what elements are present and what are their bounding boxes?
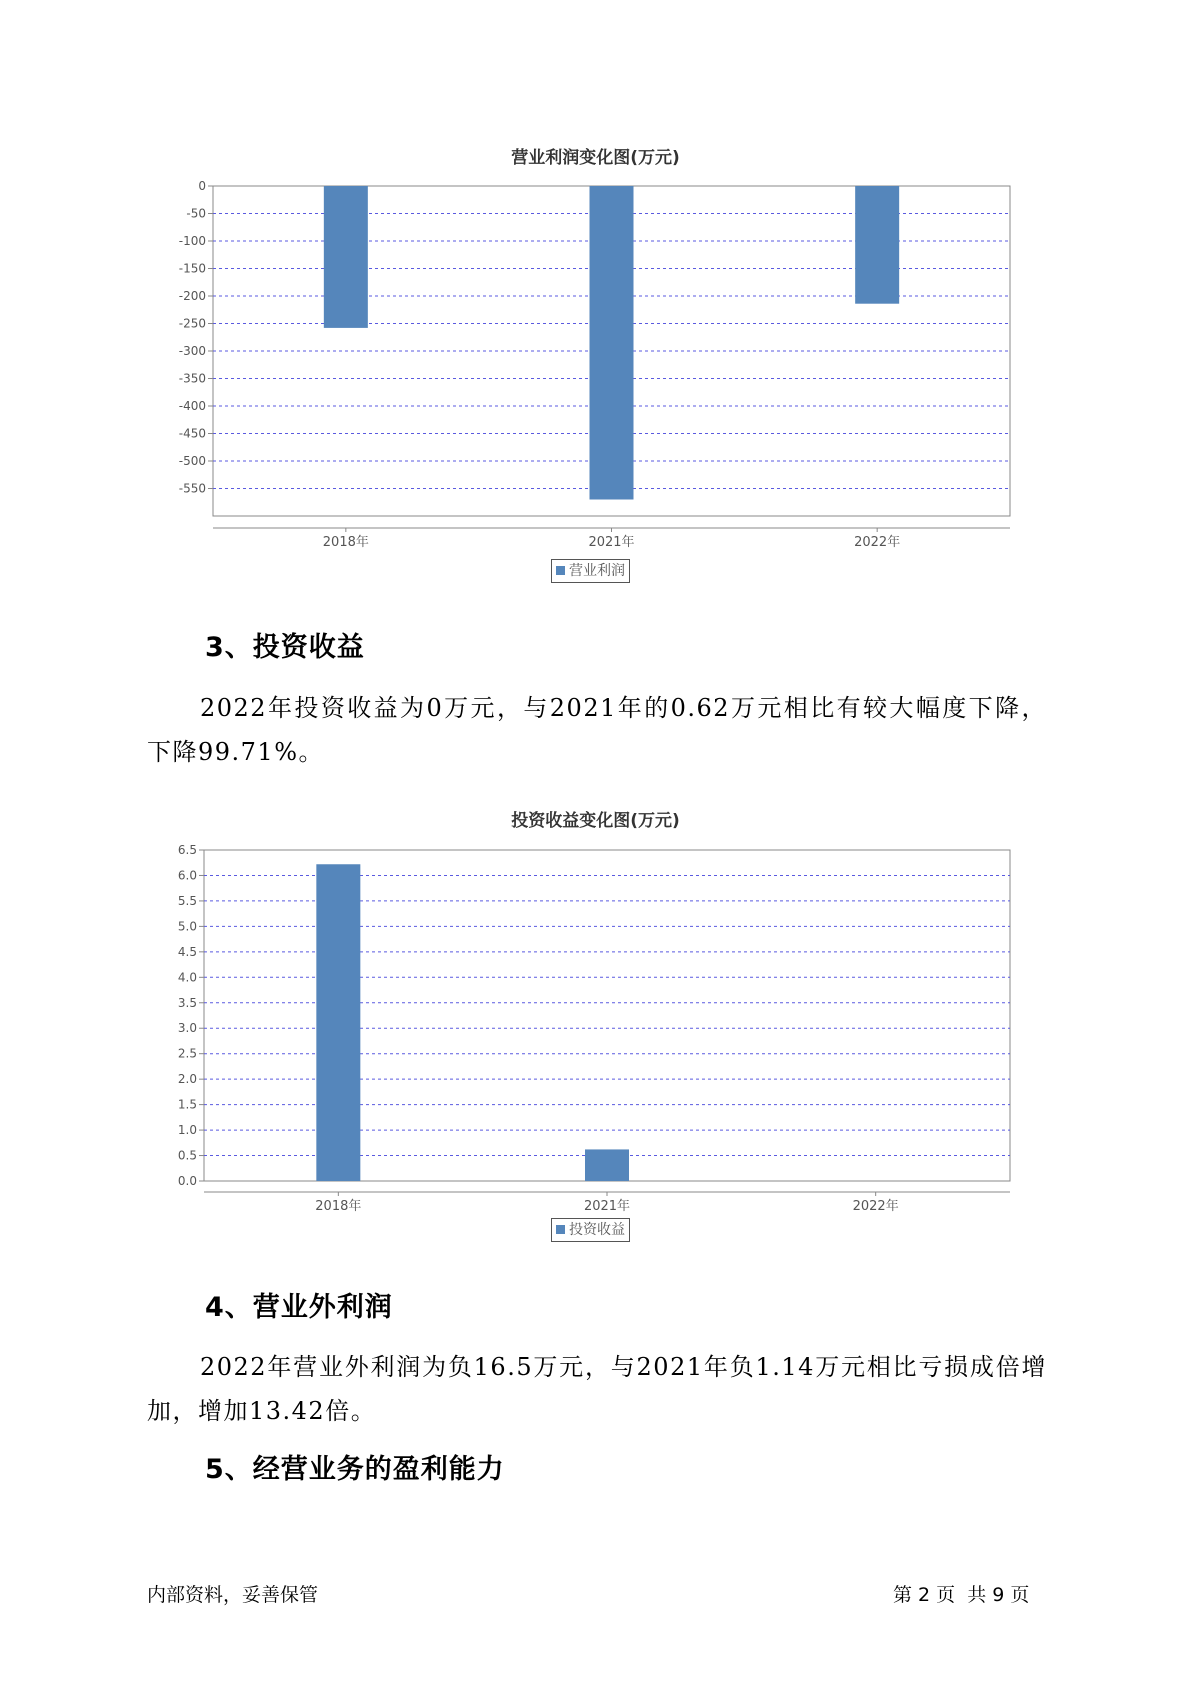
y-tick-label: 1.0 (177, 1123, 197, 1138)
y-tick-label: 0 (198, 179, 206, 193)
y-tick-label: -350 (178, 371, 206, 386)
y-tick-label: -300 (178, 344, 206, 358)
x-tick-label: 2018年 (322, 535, 369, 550)
y-tick-label: 6.0 (177, 868, 197, 883)
y-tick-label: 0.5 (177, 1148, 197, 1163)
x-tick-label: 2018年 (315, 1199, 362, 1214)
investment-income-chart-title: 投资收益变化图(万元) (511, 811, 680, 831)
y-tick-label: 5.0 (177, 919, 197, 934)
operating-profit-chart-title: 营业利润变化图(万元) (511, 148, 680, 168)
y-tick-label: 2.0 (177, 1072, 197, 1087)
section-4-paragraph: 2022年营业外利润为负16.5万元，与2021年负1.14万元相比亏损成倍增加，增加13.42倍。 (147, 1353, 1047, 1425)
y-tick-label: -500 (178, 454, 206, 468)
section-4-heading: 4、营业外利润 (205, 1292, 393, 1323)
y-tick-label: 1.5 (177, 1097, 197, 1112)
bar (316, 864, 360, 1181)
section-3-heading: 3、投资收益 (205, 632, 365, 663)
x-tick-label: 2021年 (583, 1199, 631, 1214)
y-tick-label: -250 (178, 316, 206, 331)
y-tick-label: 3.5 (177, 995, 197, 1010)
y-tick-label: -150 (178, 261, 206, 276)
y-tick-label: 5.5 (177, 893, 197, 908)
y-tick-label: 3.0 (177, 1021, 197, 1036)
y-tick-label: 4.5 (177, 944, 197, 959)
x-tick-label: 2021年 (588, 535, 635, 550)
investment-income-legend (551, 1218, 630, 1242)
x-tick-label: 2022年 (852, 1199, 899, 1214)
y-tick-label: 4.0 (177, 970, 197, 985)
footer-confidential-note: 内部资料，妥善保管 (147, 1584, 319, 1606)
legend-label: 营业利润 (569, 563, 625, 579)
y-tick-label: -400 (178, 399, 206, 413)
y-tick-label: -550 (178, 481, 206, 496)
legend-label: 投资收益 (569, 1222, 625, 1238)
x-tick-label: 2022年 (854, 535, 901, 550)
y-tick-label: -450 (178, 426, 206, 441)
y-tick-label: 6.5 (177, 843, 197, 857)
footer-page-number: 第 2 页 共 9 页 (893, 1584, 1030, 1606)
y-tick-label: -200 (178, 289, 206, 303)
section-5-heading: 5、经营业务的盈利能力 (205, 1454, 505, 1485)
y-tick-label: -100 (178, 234, 206, 248)
section-3-paragraph: 2022年投资收益为0万元，与2021年的0.62万元相比有较大幅度下降，下降99.71%。 (147, 694, 1047, 766)
legend-swatch (556, 1225, 565, 1234)
y-tick-label: 0.0 (177, 1174, 197, 1188)
y-tick-label: -50 (186, 206, 206, 221)
y-tick-label: 2.5 (177, 1046, 197, 1061)
bar (585, 1149, 629, 1181)
